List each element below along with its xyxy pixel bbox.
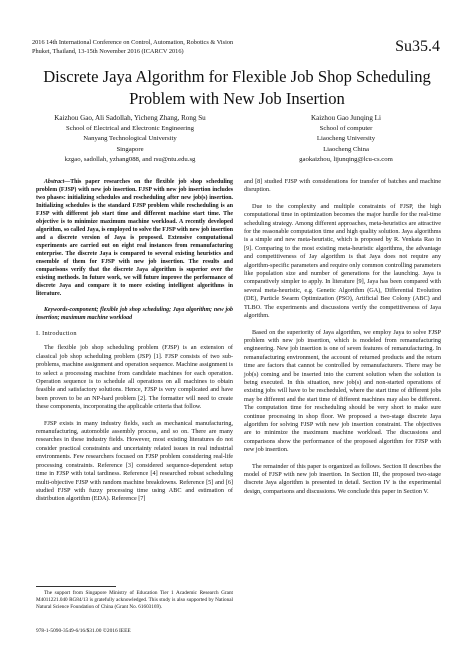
author-names-1: Kaizhou Gao, Ali Sadollah, Yicheng Zhang, Rong Su: [54, 114, 206, 122]
affiliation-line: Liaocheng China: [323, 145, 369, 153]
footnote: [36, 586, 233, 611]
footnote-rule: [36, 586, 116, 587]
affiliation-line: School of Electrical and Electronic Engineering: [66, 125, 194, 133]
conference-header: 2016 14th International Conference on Control, Automation, Robotics & Vision Phuket, Thailand, 13-15th November 2016 (ICARCV 2016): [32, 39, 234, 55]
author-block-2: [256, 113, 436, 165]
paragraph: The flexible job shop scheduling problem (FJSP) is an extension of classical job shop scheduling problem (JSP) [1]. FJSP consists of two sub-problems, machine assignment and operation sequence. Machine assignment is to select a processing machine from candidate machines for each operation. Operation sequence is to schedule all operations on all machines to obtain feasible and satisfactory solutions. Hence, FJSP is very complicated and have been proven to be an NP-hard problem [2]. The formatter will need to create these components, incorporating the applicable criteria that follow.: [36, 344, 233, 411]
affiliation-line: Singapore: [116, 145, 144, 153]
right-column: [244, 178, 441, 504]
affiliation-line: Nanyang Technological University: [83, 135, 177, 143]
paragraph: Due to the complexity and multiple constraints of FJSP, the high computational time in optimization becomes the major hurdle for the real-time scheduling strategy. Among different approaches, meta-heuristics are attractive for the reasonable computation time and high quality solution. Jaya algorithms is a simple and new meta-heuristic, which is proposed by R. Venkata Rao in [9]. Comparing to the most existing meta-heuristic algorithms, the advantage and competitiveness of Jay algorithm is that Jaya does not require any algorithm-specific parameters and require only common controlling parameters like population size and number of generations for the launching. Jaya is comparatively simpler to apply. In literature [9], Jaya has been compared with several meta-heuristic, e.g. Genetic Algorithm (GA), Differential Evolution (DE), Particle Swarm Optimization (PSO), Artificial Bee Colony (ABC) and TLBO. The experiments and discussions verify the competitiveness of Jaya algorithm.: [244, 202, 441, 320]
left-column: [36, 178, 233, 512]
author-names-2: Kaizhou Gao Junqing Li: [311, 114, 381, 122]
session-code: Su35.4: [395, 38, 440, 55]
author-block-1: [40, 113, 220, 165]
author-email: gaokaizhou, lijunqing@lcu-cs.com: [299, 155, 393, 163]
section-heading: I. Introduction: [36, 330, 77, 337]
isbn-line: 978-1-5090-3549-6/16/$31.00 ©2016 IEEE: [36, 628, 131, 634]
paragraph: FJSP exists in many industry fields, such as mechanical manufacturing, remanufacturing, automobile assembly process, and so on. There are many researches in these industry fields. However, most existing literatures do not consider practical constraints and uncertainty related issues in real industrial environments. Few researchers focused on FJSP problem considering real-life processing constraints. Reference [3] considered sequence-dependent setup time in FJSP with total tardiness. Reference [4] researched robust scheduling multi-objective FJSP with random machine breakdowns. Reference [5] and [6] studied FJSP with fuzzy processing time using ABC and estimation of distribution algorithm (EDA). Reference [7]: [36, 419, 233, 503]
paper-title: Discrete Jaya Algorithm for Flexible Job Shop Scheduling Problem with New Job Insertion: [43, 67, 431, 108]
paragraph: and [8] studied FJSP with considerations for transfer of batches and machine disruption.: [244, 178, 441, 194]
paragraph: The remainder of this paper is organized as follows. Section II describes the model of FJSP with new job insertion. In Section III, the proposed two-stage discrete Jaya algorithm is presented in detail. Section IV is the experimental design, comparisons and discussions. We conclude this paper in Section V.: [244, 462, 441, 495]
keywords: Keywords-component; flexible job shop scheduling; Jaya algorithm; new job insertion; maximum machine workload: [36, 307, 233, 321]
abstract: [36, 178, 233, 298]
abstract-lead: Abstract: [44, 179, 65, 185]
affiliation-line: Liaocheng University: [316, 135, 376, 143]
paragraph: Based on the superiority of Jaya algorithm, we employ Jaya to solve FJSP problem with new job insertion, which is modeled from remanufacturing engineering. New job insertion is one of seven features of remanufacturing. In remanufacturing environment, the account of returned products and the return time are factors that cannot be controlled by remanufacturers. There may be job(s) coming and be inserted into the current solution when the solution is being executed. In this situation, new job(s) and non-started operations of existing jobs will have to be rescheduled, where the start time of different jobs may be different and the start time of different machines may also be different. The computation time for rescheduling should be very short to make sure continue processing in shop floor. We proposed a two-stage discrete Jaya algorithm for solving FJSP with new job insertion constraint. The objectives are to minimize the maximum machine workload. The discussions and comparisons show the performance of the proposed algorithm for FJSP with new job insertion.: [244, 328, 441, 454]
author-email: kzgao, sadollah, yzhang088, and rsu@ntu.edu.sg: [64, 155, 196, 163]
footnote-text: The support from Singapore Ministry of Education Tier 1 Academic Research Grant M4011221.040 RG84/13 is gratefully acknowledged. This study is also supported by National Natural Science Foundation of China (Grant No. 61603169).: [36, 590, 233, 610]
affiliation-line: School of computer: [319, 125, 373, 133]
abstract-text: —This paper researches on the flexible job shop scheduling problem (FJSP) with new job insertion. FJSP with new job insertion includes two phases: initializing schedules and rescheduling after new job(s) insertion. Initializing schedules is the standard FJSP problem while rescheduling is an FJSP with different job start time and different machine start time. The objective is to minimize maximum machine workload. A recently developed algorithm, so called Jaya, is employed to solve the FJSP with new job insertion and a discrete version of Jaya is proposed. Extensive computational experiments are carried out on eight real instances from remanufacturing enterprise. The discrete Jaya is compared to several existing heuristics and ensemble of them for FJSP with new job insertion. The results and comparisons verify that the discrete Jaya algorithm is superior over the existing methods. In future work, we will future improve the performance of discrete Jaya and compare it to more existing intelligent algorithms in literature.: [36, 179, 233, 297]
